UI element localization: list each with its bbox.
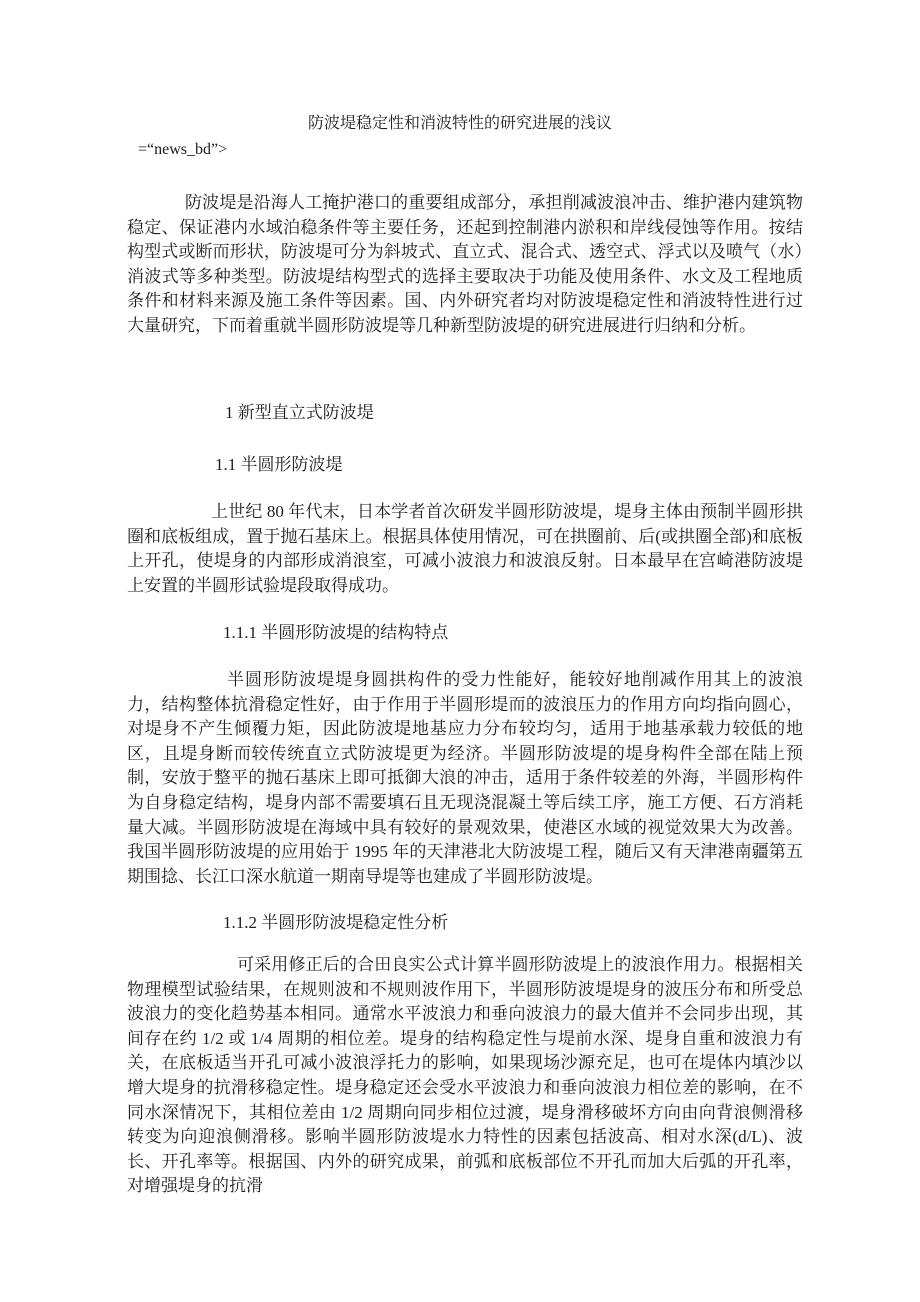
document-title: 防波堤稳定性和消波特性的研究进展的浅议 [307,115,612,132]
heading-section-1: 1 新型直立式防波堤 [225,403,374,422]
heading-section-1-1-1: 1.1.1 半圆形防波堤的结构特点 [223,623,449,642]
heading-section-1-1-2: 1.1.2 半圆形防波堤稳定性分析 [223,913,449,932]
heading-section-1-1: 1.1 半圆形防波堤 [215,455,343,474]
paragraph-intro: 防波堤是沿海人工掩护港口的重要组成部分，承担削减波浪冲击、维护港内建筑物稳定、保证港内水域泊稳条件等主要任务，还起到控制港内淤积和岸线侵蚀等作用。按结构型式或断而形状，防波堤可分为斜坡式、直立式、混合式、透空式、浮式以及喷气（水）消波式等多种类型。防波堤结构型式的选择主要取决于功能及使用条件、水文及工程地质条件和材料来源及施工条件等因素。国、内外研究者均对防波堤稳定性和消波特性进行过大量研究，下而着重就半圆形防波堤等几种新型防波堤的研究进展进行归纳和分析。 [127,193,803,335]
artifact-text: =“news_bd”> [138,141,228,158]
paragraph-history: 上世纪 80 年代末，日本学者首次研发半圆形防波堤，堤身主体由预制半圆形拱圈和底板组成，置于抛石基床上。根据具体使用情况，可在拱圈前、后(或拱圈全部)和底板上开孔，使堤身的内部形成消浪室，可减小波浪力和波浪反射。日本最早在宫崎港防波堤上安置的半圆形试验堤段取得成功。 [127,502,803,595]
paragraph-structure-features: 半圆形防波堤堤身圆拱构件的受力性能好，能较好地削减作用其上的波浪力，结构整体抗滑稳定性好，由于作用于半圆形堤而的波浪压力的作用方向均指向圆心，对堤身不产生倾覆力矩，因此防波堤地基应力分布较均匀，适用于地基承载力较低的地区，且堤身断而较传统直立式防波堤更为经济。半圆形防波堤的堤身构件全部在陆上预制，安放于整平的抛石基床上即可抵御大浪的冲击，适用于条件较差的外海，半圆形构件为自身稳定结构，堤身内部不需要填石且无现浇混凝土等后续工序，施工方便、石方消耗量大减。半圆形防波堤在海域中具有较好的景观效果，使港区水域的视觉效果大为改善。我国半圆形防波堤的应用始于 1995 年的天津港北大防波堤工程，随后又有天津港南疆第五期围捻、长江口深水航道一期南导堤等也建成了半圆形防波堤。 [127,670,803,886]
paragraph-stability-analysis: 可采用修正后的合田良实公式计算半圆形防波堤上的波浪作用力。根据相关物理模型试验结果，在规则波和不规则波作用下，半圆形防波堤堤身的波压分布和所受总波浪力的变化趋势基本相同。通常水平波浪力和垂向波浪力的最大值并不会同步出现，其间存在约 1/2 或 1/4 周期的相位差。堤身的结构稳定性与堤前水深、堤身自重和波浪力有关，在底板适当开孔可减小波浪浮托力的影响，如果现场沙源充足，也可在堤体内填沙以增大堤身的抗滑移稳定性。堤身稳定还会受水平波浪力和垂向波浪力相位差的影响，在不同水深情况下，其相位差由 1/2 周期向同步相位过渡，堤身滑移破坏方向由向背浪侧滑移转变为向迎浪侧滑移。影响半圆形防波堤水力特性的因素包括波高、相对水深(d/L)、波长、开孔率等。根据国、内外的研究成果，前弧和底板部位不开孔而加大后弧的开孔率，对增强堤身的抗滑 [127,955,803,1196]
